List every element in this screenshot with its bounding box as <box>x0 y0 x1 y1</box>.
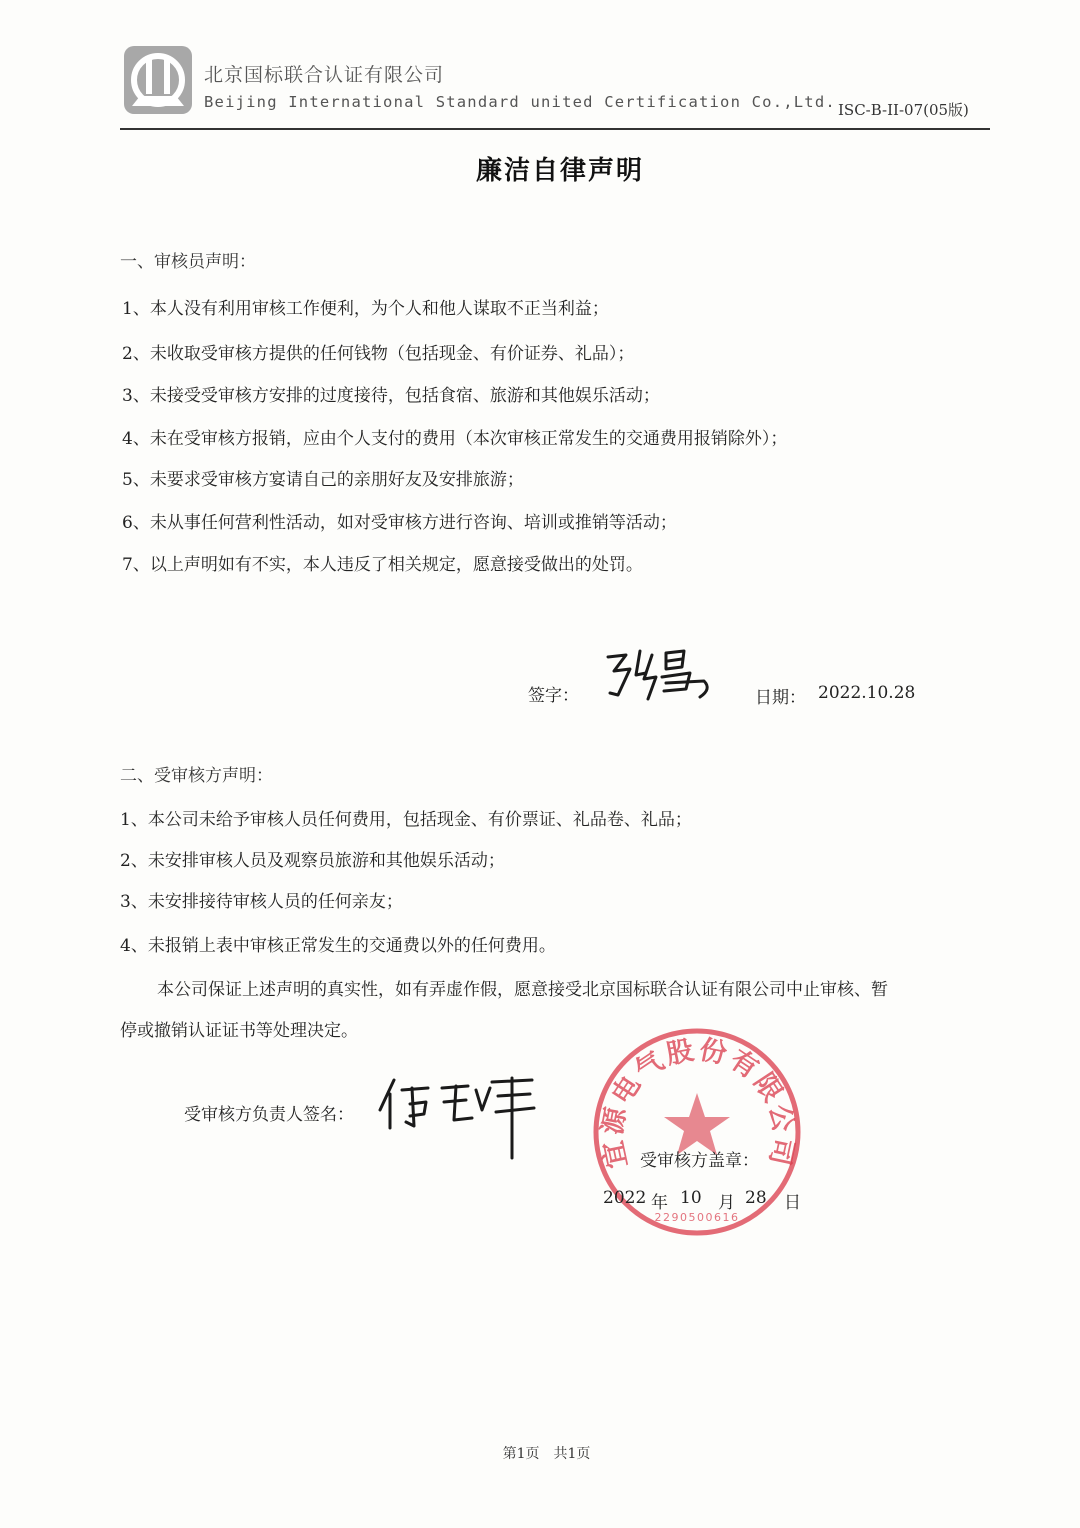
bisc-logo-icon <box>122 44 194 116</box>
auditee-item-4: 4、未报销上表中审核正常发生的交通费以外的任何费用。 <box>120 936 556 956</box>
auditor-item-4: 4、未在受审核方报销，应由个人支付的费用（本次审核正常发生的交通费用报销除外）； <box>122 429 788 449</box>
auditor-item-6: 6、未从事任何营利性活动，如对受审核方进行咨询、培训或推销等活动； <box>122 513 677 533</box>
page-footer: 第1页 共1页 <box>502 1446 591 1462</box>
auditee-paragraph-line-1: 本公司保证上述声明的真实性，如有弄虚作假，愿意接受北京国标联合认证有限公司中止审核、暂 <box>157 980 888 1000</box>
date-label: 日期： <box>755 688 806 708</box>
auditee-paragraph-line-2: 停或撤销认证证书等处理决定。 <box>120 1021 358 1041</box>
responsible-person-label: 受审核方负责人签名： <box>184 1105 354 1125</box>
seal-date-year: 2022 <box>603 1188 647 1208</box>
auditee-item-2: 2、未安排审核人员及观察员旅游和其他娱乐活动； <box>120 851 505 871</box>
auditor-item-1: 1、本人没有利用审核工作便利，为个人和他人谋取不正当利益； <box>122 299 609 319</box>
company-name-en: Beijing International Standard united Certification Co.,Ltd. <box>204 93 836 111</box>
auditor-item-5: 5、未要求受审核方宴请自己的亲朋好友及安排旅游； <box>122 470 524 490</box>
seal-date-month-unit: 月 <box>718 1193 735 1213</box>
auditor-handwritten-signature <box>600 645 720 705</box>
signature-label: 签字： <box>528 686 579 706</box>
seal-date-day: 28 <box>745 1188 767 1208</box>
auditee-section-heading: 二、受审核方声明： <box>120 766 273 786</box>
seal-company-text: 宜源电气股份有限公司 <box>596 1034 800 1171</box>
auditor-item-7: 7、以上声明如有不实，本人违反了相关规定，愿意接受做出的处罚。 <box>122 555 643 575</box>
company-name-cn: 北京国标联合认证有限公司 <box>204 64 445 86</box>
auditor-item-2: 2、未收取受审核方提供的任何钱物（包括现金、有价证券、礼品）； <box>122 344 635 364</box>
seal-label: 受审核方盖章： <box>640 1151 759 1171</box>
auditee-item-3: 3、未安排接待审核人员的任何亲友； <box>120 892 403 912</box>
document-title: 廉洁自律声明 <box>475 156 644 186</box>
seal-date-year-unit: 年 <box>651 1193 668 1213</box>
auditor-section-heading: 一、审核员声明： <box>120 252 256 272</box>
seal-date-month: 10 <box>680 1188 702 1208</box>
auditor-item-3: 3、未接受受审核方安排的过度接待，包括食宿、旅游和其他娱乐活动； <box>122 386 660 406</box>
seal-number: 2290500616 <box>654 1211 740 1224</box>
header-divider <box>120 128 990 130</box>
document-code: ISC-B-II-07(05版) <box>838 101 969 119</box>
auditee-item-1: 1、本公司未给予审核人员任何费用，包括现金、有价票证、礼品卷、礼品； <box>120 810 692 830</box>
responsible-handwritten-signature <box>372 1068 547 1163</box>
auditor-date-value: 2022.10.28 <box>818 683 916 703</box>
seal-date-day-unit: 日 <box>784 1193 801 1213</box>
